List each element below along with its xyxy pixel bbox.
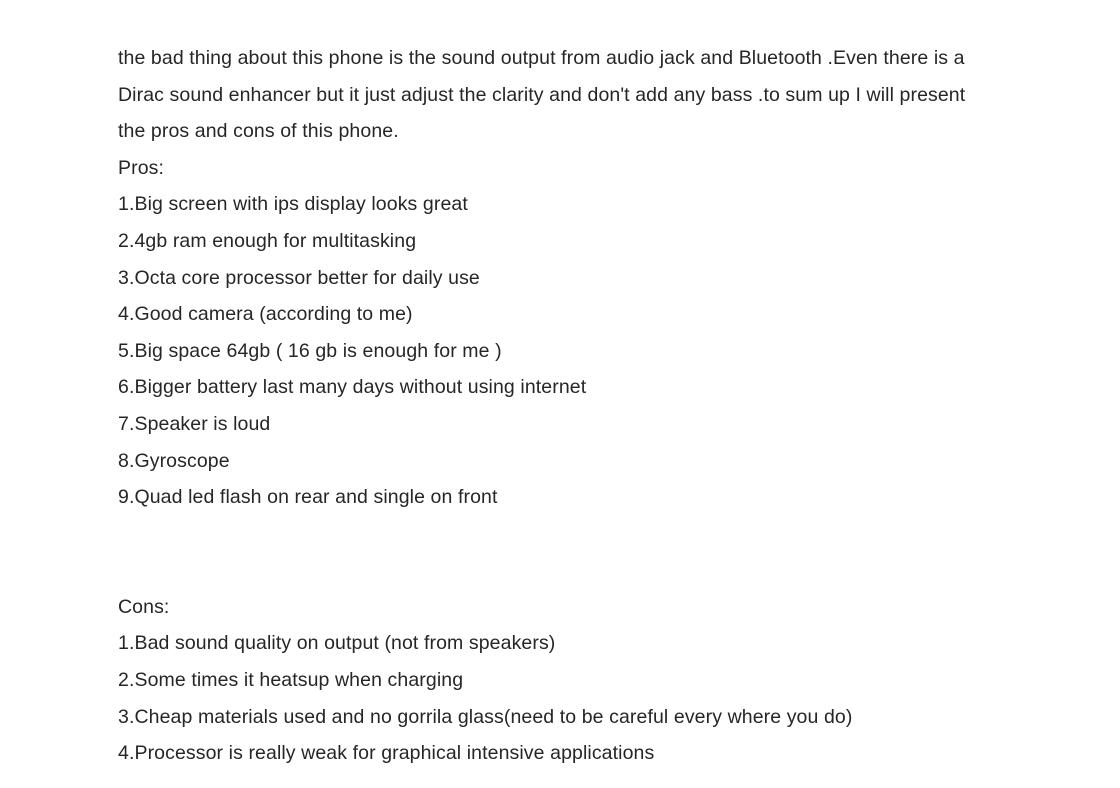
list-item: 6.Bigger battery last many days without using internet [118, 376, 587, 399]
list-item: 1.Bad sound quality on output (not from speakers) [118, 632, 556, 655]
list-item: 7.Speaker is loud [118, 412, 271, 435]
list-item: 3.Octa core processor better for daily use [118, 266, 480, 289]
list-item: 4.Processor is really weak for graphical intensive applications [118, 742, 655, 765]
list-item: 2.Some times it heatsup when charging [118, 668, 464, 691]
cons-heading: Cons: [118, 595, 170, 618]
pros-list [118, 186, 1075, 515]
cons-list [118, 625, 1075, 771]
intro-line-3: the pros and cons of this phone. [118, 120, 399, 143]
list-item: 1.Big screen with ips display looks great [118, 193, 468, 216]
list-item: 5.Big space 64gb ( 16 gb is enough for me ) [118, 339, 502, 362]
pros-heading: Pros: [118, 156, 165, 179]
list-item: 8.Gyroscope [118, 449, 230, 472]
intro-line-1: the bad thing about this phone is the sound output from audio jack and Bluetooth .Even there is a [118, 47, 965, 69]
list-item: 3.Cheap materials used and no gorrila glass(need to be careful every where you do) [118, 705, 853, 728]
list-item: 9.Quad led flash on rear and single on front [118, 486, 498, 509]
document-body [118, 40, 1075, 772]
intro-line-2: Dirac sound enhancer but it just adjust the clarity and don't add any bass .to sum up I will present [118, 83, 966, 106]
section-spacer [118, 516, 1075, 589]
intro-paragraph [118, 40, 1075, 150]
list-item: 2.4gb ram enough for multitasking [118, 229, 417, 252]
list-item: 4.Good camera (according to me) [118, 303, 413, 326]
